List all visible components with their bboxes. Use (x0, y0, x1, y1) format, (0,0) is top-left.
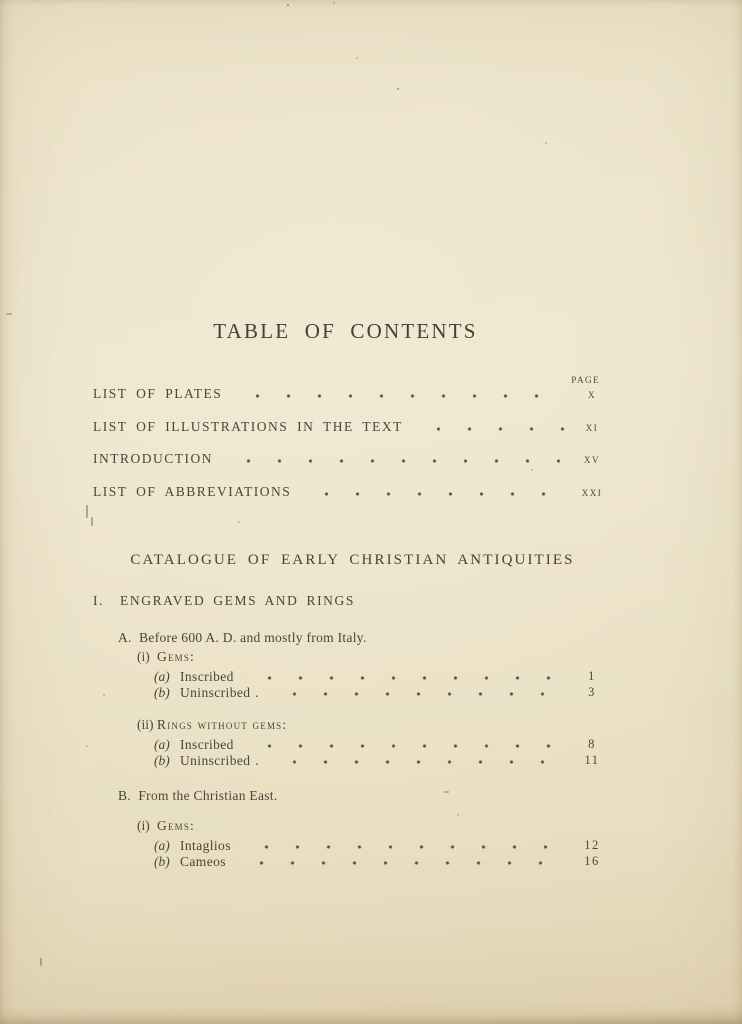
part-title: From the Christian East. (138, 787, 278, 803)
group-heading-a-i (137, 649, 612, 664)
group-title: Gems: (157, 817, 196, 833)
item-label: Uninscribed . (180, 752, 259, 768)
item-marker: (b) (154, 752, 170, 768)
toc-label: LIST OF ABBREVIATIONS (93, 483, 292, 499)
item-row-inscribed (154, 736, 612, 752)
toc-content (93, 0, 612, 869)
toc-row-list-of-abbreviations (93, 484, 612, 500)
item-row-uninscribed (154, 752, 612, 768)
scan-mark (91, 517, 93, 526)
part-heading-b (118, 788, 612, 803)
scan-speck (356, 57, 358, 59)
item-marker: (a) (154, 668, 170, 684)
part-letter: A. (118, 629, 132, 645)
dot-leader (240, 676, 566, 680)
item-label: Inscribed (180, 736, 234, 752)
section-title: ENGRAVED GEMS AND RINGS (120, 592, 355, 608)
group-title: Gems: (157, 648, 196, 664)
page-column-label: PAGE (571, 376, 600, 386)
group-heading-b-i (137, 818, 612, 833)
dot-leader (228, 394, 566, 398)
scan-speck (287, 4, 289, 6)
toc-label: INTRODUCTION (93, 451, 213, 466)
item-marker: (a) (154, 736, 170, 752)
toc-page-number: xi (585, 418, 599, 434)
dot-leader (297, 492, 566, 496)
item-label: Uninscribed . (180, 684, 259, 700)
item-row-inscribed (154, 668, 612, 684)
item-page-number: 12 (584, 837, 600, 852)
group-title: Rings without gems: (157, 716, 288, 732)
dot-leader (265, 692, 566, 696)
scan-speck (457, 814, 459, 816)
section-heading (93, 593, 612, 608)
item-row-uninscribed (154, 684, 612, 700)
scan-speck (545, 142, 547, 144)
scan-mark (40, 958, 42, 966)
item-marker: (b) (154, 684, 170, 700)
scan-mark (86, 505, 88, 518)
item-page-number: 1 (588, 668, 596, 683)
dot-leader (409, 427, 566, 431)
group-numeral: (i) (137, 648, 150, 664)
item-row-intaglios (154, 837, 612, 853)
part-letter: B. (118, 787, 131, 803)
scan-mark (6, 313, 12, 315)
dot-leader (237, 845, 566, 849)
dot-leader (232, 861, 566, 865)
toc-page-number: xxi (581, 483, 603, 499)
group-heading-a-ii (137, 717, 612, 732)
item-page-number: 3 (588, 684, 596, 699)
toc-label: LIST OF PLATES (93, 386, 223, 401)
scan-speck (531, 469, 533, 471)
scan-speck (238, 521, 240, 523)
scan-speck (397, 88, 399, 90)
group-numeral: (i) (137, 817, 150, 833)
toc-page-number: xv (584, 451, 600, 466)
dot-leader (265, 760, 566, 764)
group-numeral: (ii) (137, 716, 154, 732)
scan-speck (333, 2, 335, 4)
toc-row-introduction (93, 451, 612, 467)
part-heading-a (118, 630, 612, 645)
scan-mark (444, 791, 449, 793)
scan-speck (103, 694, 105, 696)
section-number: I. (93, 592, 105, 608)
scan-speck (86, 745, 88, 747)
item-label: Inscribed (180, 668, 234, 684)
item-page-number: 11 (584, 752, 600, 767)
toc-row-list-of-plates (93, 386, 612, 402)
item-label: Intaglios (180, 837, 231, 853)
page-title: TABLE OF CONTENTS (213, 319, 478, 343)
item-marker: (b) (154, 853, 170, 869)
item-label: Cameos (180, 853, 226, 869)
catalogue-heading: CATALOGUE OF EARLY CHRISTIAN ANTIQUITIES (130, 551, 575, 568)
toc-row-list-of-illustrations (93, 419, 612, 435)
toc-page-number: x (588, 386, 596, 401)
dot-leader (219, 459, 566, 463)
item-page-number: 8 (588, 736, 596, 751)
part-title: Before 600 A. D. and mostly from Italy. (139, 629, 367, 645)
item-page-number: 16 (584, 853, 600, 868)
dot-leader (240, 744, 566, 748)
item-marker: (a) (154, 837, 170, 853)
toc-label: LIST OF ILLUSTRATIONS IN THE TEXT (93, 418, 403, 434)
item-row-cameos (154, 853, 612, 869)
